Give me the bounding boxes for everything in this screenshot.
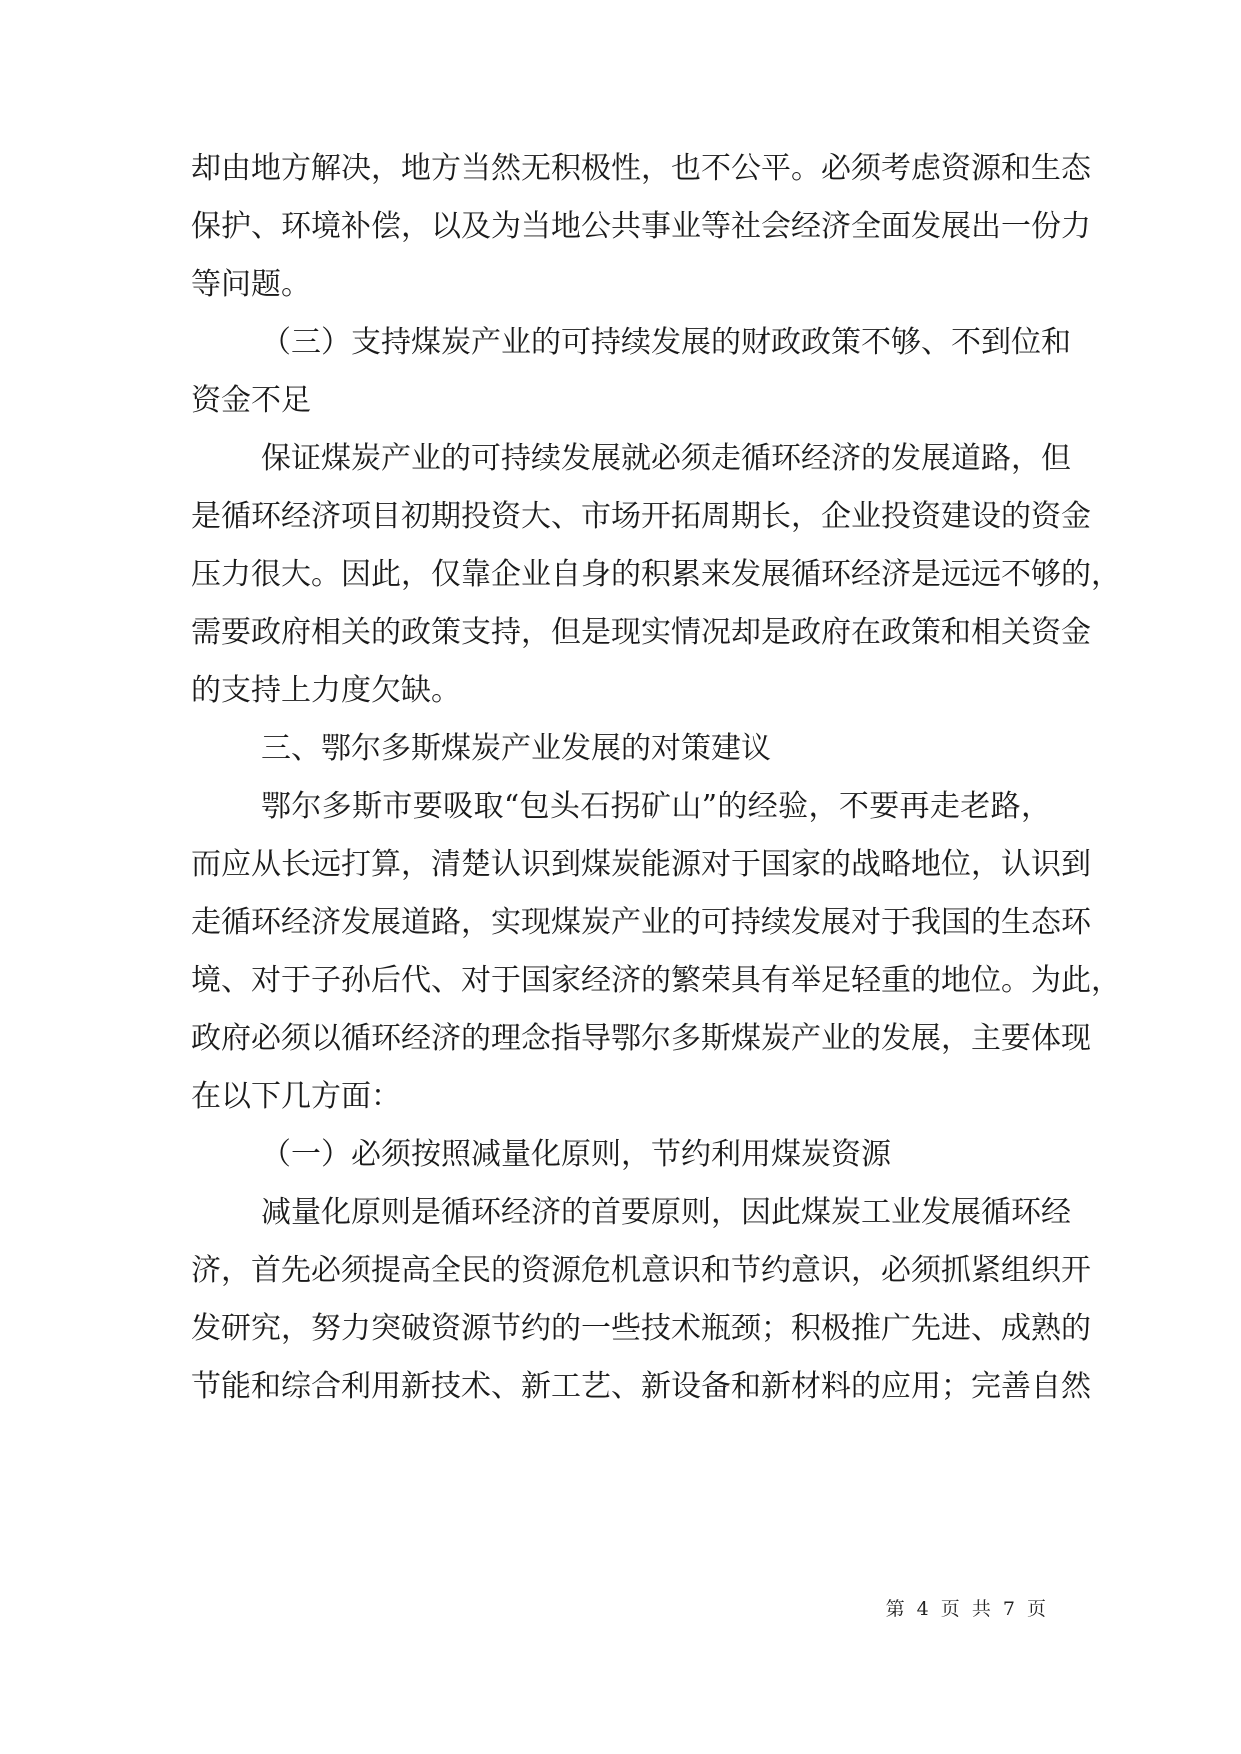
text-line: 而应从长远打算，清楚认识到煤炭能源对于国家的战略地位，认识到 [191,847,1091,882]
text-line: 境、对于子孙后代、对于国家经济的繁荣具有举足轻重的地位。为此， [191,963,1121,998]
text-line: 节能和综合利用新技术、新工艺、新设备和新材料的应用；完善自然 [191,1369,1091,1404]
text-line: 鄂尔多斯市要吸取“包头石拐矿山”的经验，不要再走老路， [261,789,1051,824]
text-line: 走循环经济发展道路，实现煤炭产业的可持续发展对于我国的生态环 [191,905,1091,940]
text-line: 保证煤炭产业的可持续发展就必须走循环经济的发展道路，但 [261,441,1071,476]
text-line: 等问题。 [191,267,311,302]
text-line: 需要政府相关的政策支持，但是现实情况却是政府在政策和相关资金 [191,615,1091,650]
text-line: 发研究，努力突破资源节约的一些技术瓶颈；积极推广先进、成熟的 [191,1311,1091,1346]
text-line: 是循环经济项目初期投资大、市场开拓周期长，企业投资建设的资金 [191,499,1091,534]
text-line: 政府必须以循环经济的理念指导鄂尔多斯煤炭产业的发展，主要体现 [191,1021,1091,1056]
text-line: 在以下几方面： [191,1079,401,1114]
section-heading: 资金不足 [191,383,311,418]
section-heading: （三）支持煤炭产业的可持续发展的财政政策不够、不到位和 [261,325,1071,360]
chapter-heading: 三、鄂尔多斯煤炭产业发展的对策建议 [261,731,771,766]
text-line: 的支持上力度欠缺。 [191,673,461,708]
page-number: 第 4 页 共 7 页 [885,1598,1049,1620]
text-line: 减量化原则是循环经济的首要原则，因此煤炭工业发展循环经 [261,1195,1071,1230]
text-line: 压力很大。因此，仅靠企业自身的积累来发展循环经济是远远不够的， [191,557,1121,592]
text-line: 保护、环境补偿，以及为当地公共事业等社会经济全面发展出一份力 [191,209,1091,244]
text-line: 济，首先必须提高全民的资源危机意识和节约意识，必须抓紧组织开 [191,1253,1091,1288]
text-line: 却由地方解决，地方当然无积极性，也不公平。必须考虑资源和生态 [191,151,1091,186]
section-heading: （一）必须按照减量化原则，节约利用煤炭资源 [261,1137,891,1172]
